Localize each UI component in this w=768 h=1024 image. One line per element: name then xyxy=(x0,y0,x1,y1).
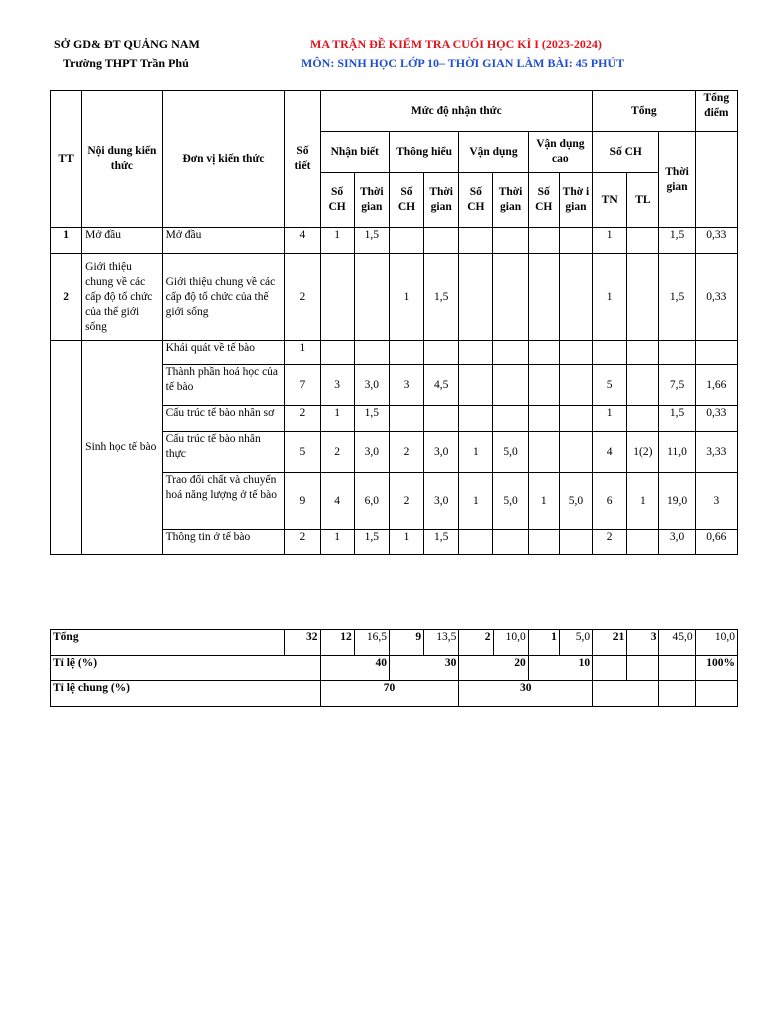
header-so-ch-group: Số CH xyxy=(593,132,659,173)
header-th-thoi-gian: Thời gian xyxy=(424,173,459,228)
header-nb-thoi-gian: Thời gian xyxy=(354,173,389,228)
overall-ratio-row: Tỉ lệ chung (%) 70 30 xyxy=(51,681,738,707)
header-thong-hieu: Thông hiểu xyxy=(389,132,458,173)
summary-table xyxy=(50,629,738,707)
header-vd-thoi-gian: Thời gian xyxy=(493,173,528,228)
header-tong: Tổng xyxy=(593,91,696,132)
header-nhan-biet: Nhận biết xyxy=(320,132,389,173)
total-row: Tổng 32 12 16,5 9 13,5 2 10,0 1 5,0 21 3 45,0 10,0 xyxy=(51,630,738,656)
header-tt: TT xyxy=(51,91,82,228)
header-don-vi: Đơn vị kiến thức xyxy=(162,91,285,228)
matrix-table xyxy=(50,90,738,555)
table-row: 2 Giới thiệu chung về các cấp độ tổ chức của thế giới sống Giới thiệu chung về các cấp độ tổ chức của thế giới sống 2 1 1,5 1 1,5 0,33 xyxy=(51,254,738,341)
table-row: Thông tin ở tế bào 2 1 1,5 1 1,5 2 3,0 0,66 xyxy=(51,530,738,555)
header-th-so-ch: Số CH xyxy=(389,173,423,228)
header-tl: TL xyxy=(627,173,659,228)
table-row: Sinh học tế bào Khái quát về tế bào 1 xyxy=(51,341,738,365)
header-van-dung-cao: Vận dụng cao xyxy=(528,132,592,173)
table-row: Cấu trúc tế bào nhân sơ 2 1 1,5 1 1,5 0,33 xyxy=(51,406,738,432)
school-name: Trường THPT Trần Phú xyxy=(63,56,189,70)
table-row: Cấu trúc tế bào nhân thực 5 2 3,0 2 3,0 1 5,0 4 1(2) 11,0 3,33 xyxy=(51,432,738,473)
header-vdc-thoi-gian: Thờ i gian xyxy=(559,173,592,228)
header-muc-do: Mức độ nhận thức xyxy=(320,91,593,132)
header-vdc-so-ch: Số CH xyxy=(528,173,559,228)
document-title: MA TRẬN ĐỀ KIỂM TRA CUỐI HỌC KÌ I (2023-2024) xyxy=(310,37,602,51)
header-thoi-gian-tong: Thời gian xyxy=(659,132,695,228)
header-vd-so-ch: Số CH xyxy=(459,173,493,228)
header-noi-dung: Nội dung kiến thức xyxy=(82,91,162,228)
header-nb-so-ch: Số CH xyxy=(320,173,354,228)
table-row: Trao đổi chất và chuyển hoá năng lượng ở tế bào 9 4 6,0 2 3,0 1 5,0 1 5,0 6 1 19,0 3 xyxy=(51,473,738,530)
header-tong-diem: Tổng điểm xyxy=(695,91,737,132)
table-row: 1 Mở đầu Mở đầu 4 1 1,5 1 1,5 0,33 xyxy=(51,228,738,254)
header-tn: TN xyxy=(593,173,627,228)
ratio-row: Tỉ lệ (%) 40 30 20 10 100% xyxy=(51,656,738,681)
subject-line: MÔN: SINH HỌC LỚP 10– THỜI GIAN LÀM BÀI: 45 PHÚT xyxy=(301,56,625,70)
department-name: SỞ GD& ĐT QUẢNG NAM xyxy=(54,37,200,51)
table-row: Thành phần hoá học của tế bào 7 3 3,0 3 4,5 5 7,5 1,66 xyxy=(51,365,738,406)
header-van-dung: Vận dụng xyxy=(459,132,528,173)
header-so-tiet: Số tiết xyxy=(285,91,320,228)
